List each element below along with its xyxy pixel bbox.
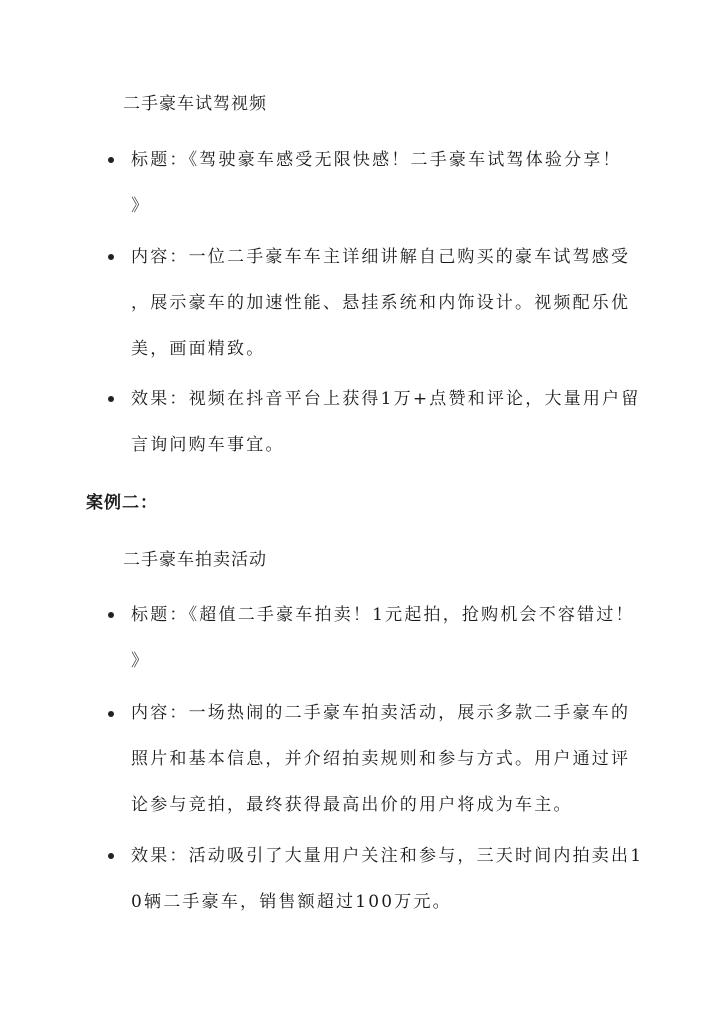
text-line: 标题：《驾驶豪车感受无限快感！二手豪车试驾体验分享！ xyxy=(131,150,622,170)
text-line: 效果：活动吸引了大量用户关注和参与，三天时间内拍卖出1 xyxy=(131,846,644,866)
text-line: 言询问购车事宜。 xyxy=(131,435,285,455)
text-line: 0辆二手豪车，销售额超过100万元。 xyxy=(131,892,452,912)
text-line: 照片和基本信息，并介绍拍卖规则和参与方式。用户通过评 xyxy=(131,749,631,769)
bullet xyxy=(108,711,114,717)
bullet xyxy=(108,853,114,859)
case1-item-title xyxy=(131,137,631,229)
case1-item-content xyxy=(131,234,631,372)
text-line: 标题：《超值二手豪车拍卖！1元起拍，抢购机会不容错过！ xyxy=(131,605,635,625)
bullet xyxy=(108,157,114,163)
bullet xyxy=(108,254,114,260)
text-line: 》 xyxy=(131,196,151,216)
text-line: 内容：一场热闹的二手豪车拍卖活动，展示多款二手豪车的 xyxy=(131,703,631,723)
text-line: 美，画面精致。 xyxy=(131,339,266,359)
case2-item-title xyxy=(131,592,635,684)
text-line: ，展示豪车的加速性能、悬挂系统和内饰设计。视频配乐优 xyxy=(131,293,631,313)
case2-heading: 案例二： xyxy=(86,493,158,513)
case2-item-effect xyxy=(131,833,644,925)
text-line: 效果：视频在抖音平台上获得1万+点赞和评论，大量用户留 xyxy=(131,389,641,409)
case2-item-content xyxy=(131,690,631,828)
case1-subtitle: 二手豪车试驾视频 xyxy=(123,94,267,114)
text-line: 论参与竞拍，最终获得最高出价的用户将成为车主。 xyxy=(131,795,573,815)
text-line: 内容：一位二手豪车车主详细讲解自己购买的豪车试驾感受 xyxy=(131,247,631,267)
text-line: 》 xyxy=(131,651,151,671)
bullet xyxy=(108,612,114,618)
case2-subtitle: 二手豪车拍卖活动 xyxy=(123,550,267,570)
case1-item-effect xyxy=(131,376,641,468)
bullet xyxy=(108,396,114,402)
